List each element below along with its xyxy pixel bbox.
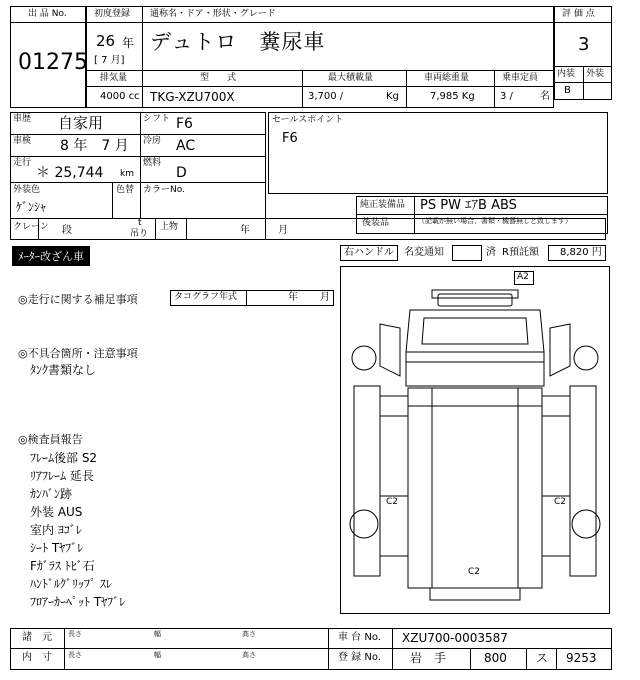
reg-area: 岩 手 [410,651,447,665]
mileage: ＊ 25,744 [36,165,104,181]
damage-mark-rear: C2 [468,567,481,577]
inspector-item: 外装 AUS [30,505,83,519]
inspection: 8 年 7 月 [60,138,129,154]
max-load: 3,700 / [308,91,344,102]
equipment: PS PW ｴｱB ABS [420,198,517,213]
color: ｹﾞﾝｼｬ [16,200,47,214]
tacho-month: 月 [320,292,330,303]
truck-diagram [340,266,610,614]
max-load-label: 最大積載量 [328,73,374,83]
reg-number: 9253 [566,651,597,665]
max-load-unit: Kg [386,91,399,102]
damage-mark-roof: A2 [517,272,529,282]
footer-box [10,628,612,670]
inspector-title: ◎検査員報告 [18,433,83,446]
lot-no-label: 出 品 No. [28,9,67,19]
inner-length-label: 長さ [68,651,82,659]
right-hand-label: 右ハンドル [344,247,394,258]
name-change-label: 名変通知 [404,247,444,258]
displacement-label: 排気量 [100,73,128,83]
meter-tampered-badge: ﾒｰﾀｰ改ざん車 [12,246,90,266]
equipment-label: 純正装備品 [360,200,406,210]
inspection-label: 車検 [13,136,32,146]
spec-length-label: 長さ [68,630,82,638]
inspector-item: ﾊﾝﾄﾞﾙｸﾞﾘｯﾌﾟ ｽﾚ [30,577,112,591]
defect-text: ﾀﾝｸ書類なし [30,363,97,377]
inspector-item: ﾘｱﾌﾚｰﾑ 延長 [30,469,94,483]
chassis-label: 車 台 No. [338,632,381,643]
damage-mark-left: C2 [386,497,399,507]
inspector-item: ﾌﾛｱｰｶｰﾍﾟｯﾄ Tﾔﾌﾞﾚ [30,595,126,609]
shift-label: シフト [143,114,171,124]
spec-height-label: 高さ [242,630,256,638]
chassis-number: XZU700-0003587 [402,631,508,645]
driving-title: ◎走行に関する補足事項 [18,293,138,306]
tacho-label: タコグラフ年式 [174,292,238,302]
color-code-label: カラーNo. [143,185,185,195]
spec-width-label: 幅 [154,630,161,638]
deck-label: 上物 [160,222,179,232]
year-unit: 年 [122,36,135,50]
inner-width-label: 幅 [154,651,161,659]
defect-title: ◎不具合箇所・注意事項 [18,347,138,360]
crane-stage: 段 [62,225,72,236]
fuel: D [176,165,187,181]
aftermarket-label: 後装品 [362,218,390,228]
grade-value: 3 [578,34,590,55]
capacity-label: 乗車定員 [502,73,539,83]
recycle-value: 8,820 円 [560,247,602,258]
grade-label: 評 価 点 [562,9,595,19]
color-label: 外装色 [13,185,41,195]
recycle-prefix: 済 [486,247,496,258]
ac: AC [176,138,196,154]
crane-t: t [138,218,142,228]
aftermarket-note: （記載が無い場合、書類・機器無しと致します） [418,217,572,225]
crane-label: クレーン [13,222,49,232]
crane-hoist: 吊り [130,229,149,239]
damage-mark-right: C2 [554,497,567,507]
type: TKG-XZU700X [150,90,235,104]
history-label: 車歴 [13,114,32,124]
reg-kana: ス [536,651,549,665]
mileage-label: 走行 [13,158,32,168]
lot-number: 01275 [18,50,88,75]
shift: F6 [176,116,193,132]
first-reg-year: 26 [96,32,116,50]
model-name: デュトロ 糞尿車 [150,30,326,54]
gross-weight-label: 車両総重量 [424,73,470,83]
inspector-item: ｶﾝﾊﾞﾝ跡 [30,487,73,501]
inner-label: 内 寸 [22,652,52,663]
interior-label: 内装 [557,69,576,79]
spec-label: 諸 元 [22,632,52,643]
inner-height-label: 高さ [242,651,256,659]
inspector-item: Fｶﾞﾗｽ ﾄﾋﾞ石 [30,559,95,573]
interior-grade: B [564,85,571,96]
color-no-label: 色替 [116,185,135,195]
capacity-unit: 名 [540,91,550,102]
inspector-item: 室内 ﾖｺﾞﾚ [30,523,82,537]
displacement: 4000 cc [100,91,140,102]
model-label: 通称名・ドア・形状・グレード [150,9,276,19]
sales-point: F6 [282,131,298,146]
history: 自家用 [58,114,104,132]
gross-weight: 7,985 Kg [430,91,475,102]
exterior-label: 外装 [586,69,605,79]
mileage-unit: km [120,169,134,179]
recycle-label: R預託額 [502,247,539,258]
fuel-label: 燃料 [143,158,162,168]
inspector-item: ｼｰﾄ Tﾔﾌﾞﾚ [30,541,84,555]
reg-class: 800 [484,651,507,665]
sales-point-label: セールスポイント [272,115,344,125]
first-reg-label: 初度登録 [94,9,131,19]
tacho-year: 年 [288,292,298,303]
capacity: 3 / [500,91,513,102]
reg-label: 登 録 No. [338,652,381,663]
ac-label: 冷房 [143,136,162,146]
first-reg-month: [ 7 月] [94,55,125,66]
deck-year: 年 [240,225,250,236]
type-label: 型 式 [200,73,237,83]
deck-month: 月 [278,225,288,236]
inspector-item: ﾌﾚｰﾑ後部 S2 [30,451,98,465]
